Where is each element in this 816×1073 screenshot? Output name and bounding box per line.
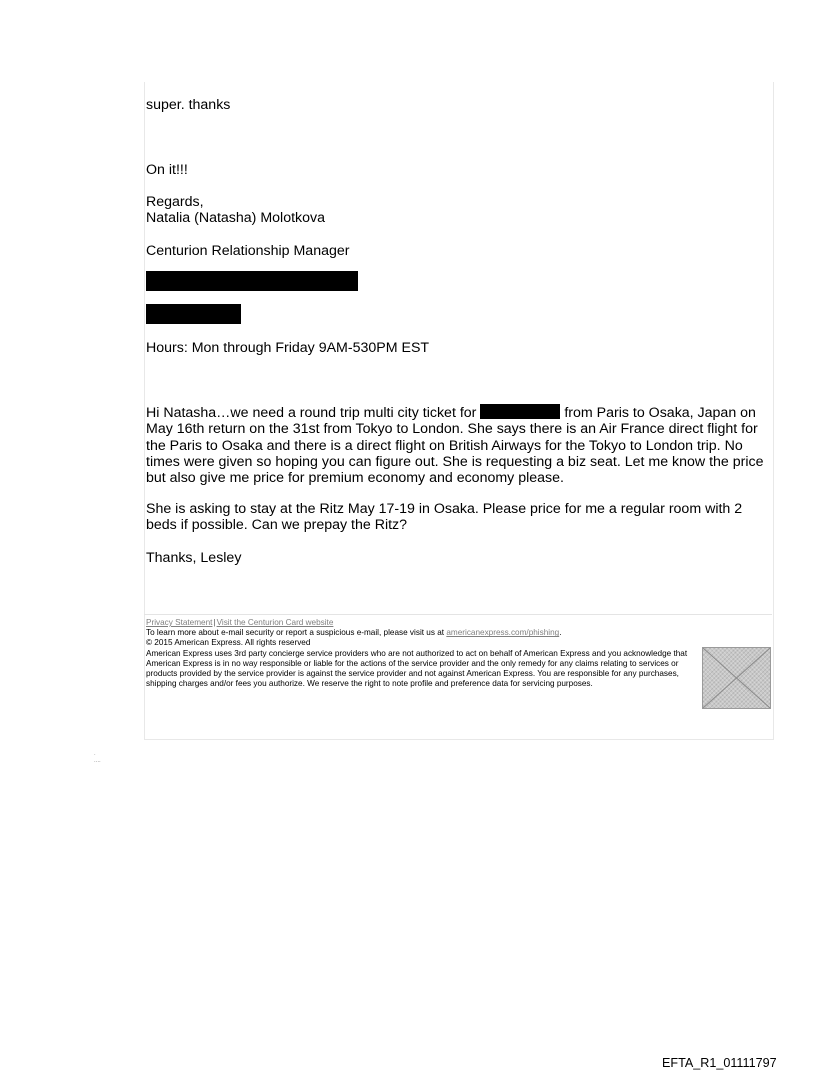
- phishing-link[interactable]: americanexpress.com/phishing: [446, 628, 560, 638]
- request-signoff: Thanks, Lesley: [146, 550, 242, 566]
- request-paragraph: [146, 404, 770, 486]
- hotel-paragraph: She is asking to stay at the Ritz May 17-19 in Osaka. Please price for me a regular room with 2 beds if possible. Can we prepay the Ritz?: [146, 501, 743, 534]
- broken-image-icon: [702, 647, 771, 709]
- signature-closing: Regards,: [146, 194, 204, 210]
- privacy-statement-link[interactable]: Privacy Statement: [146, 618, 213, 627]
- email-footer: [146, 618, 694, 689]
- security-text-end: .: [559, 628, 562, 638]
- redaction-bar: [146, 271, 358, 291]
- stray-mark: · ‥‥: [94, 752, 101, 764]
- copyright-text: © 2015 American Express. All rights reserved: [146, 638, 311, 648]
- disclaimer-text: American Express uses 3rd party concierge service providers who are not authorized to act on behalf of American Express and you acknowledge that American Express is in no way responsible or liable for the actions of the service provider and the only remedy for any claims relating to services or products provided by the service provider is against the service provider and not against American Express. You are responsible for any purchases, shipping charges and/or fees you authorize. We reserve the right to note profile and preference data for servicing purposes.: [146, 648, 688, 689]
- redaction-inline: [480, 404, 560, 419]
- signature-hours: Hours: Mon through Friday 9AM-530PM EST: [146, 340, 430, 356]
- redaction-bar: [146, 304, 241, 324]
- quoted-reply: On it!!!: [146, 162, 188, 178]
- signature-name: Natalia (Natasha) Molotkova: [146, 210, 325, 226]
- reply-line: super. thanks: [146, 97, 231, 113]
- link-separator: |: [213, 618, 216, 627]
- request-text-rest: from Paris to Osaka, Japan on May 16th return on the 31st from Tokyo to London. She says there is an Air France direct flight for the Paris to Osaka and there is a direct flight on British Airways for the Tokyo to London trip. No times were given so hoping you can figure out. She is requesting a biz seat. Let me know the price but also give me price for premium economy and economy please.: [146, 405, 764, 487]
- image-placeholder-cross: [703, 648, 770, 708]
- document-id: EFTA_R1_01111797: [662, 1056, 777, 1070]
- signature-title: Centurion Relationship Manager: [146, 243, 350, 259]
- security-notice: [146, 628, 694, 638]
- footer-links: [146, 618, 694, 628]
- centurion-website-link[interactable]: Visit the Centurion Card website: [216, 618, 334, 627]
- request-text-start: Hi Natasha…we need a round trip multi city ticket for: [146, 405, 477, 421]
- security-text: To learn more about e-mail security or report a suspicious e-mail, please visit us at: [146, 628, 445, 638]
